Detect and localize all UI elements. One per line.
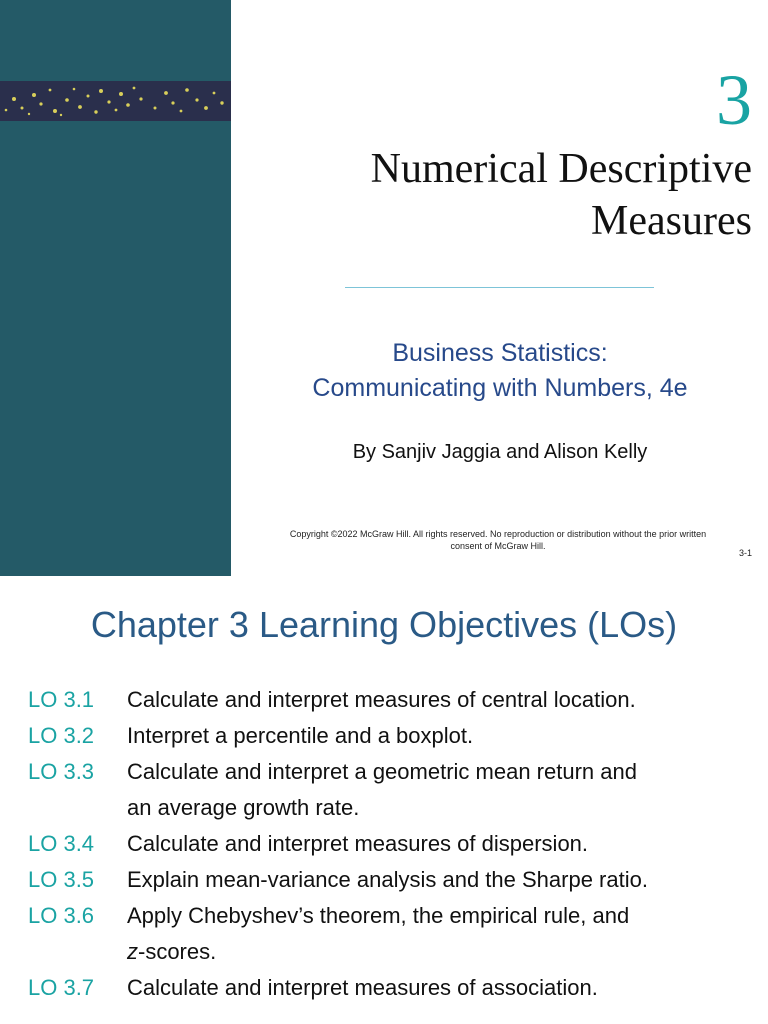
lo-text xyxy=(127,718,758,754)
z-italic: z xyxy=(127,939,138,964)
authors: By Sanjiv Jaggia and Alison Kelly xyxy=(352,441,648,463)
lo-code: LO 3.7 xyxy=(28,975,95,1000)
lo-text xyxy=(127,970,758,1006)
objectives-list xyxy=(28,682,758,1006)
lo-code: LO 3.3 xyxy=(28,759,95,784)
lo-text-line: Apply Chebyshev’s theorem, the empirical rule, and xyxy=(127,903,630,928)
lo-code: LO 3.5 xyxy=(28,867,95,892)
list-item xyxy=(28,826,758,862)
lo-code: LO 3.2 xyxy=(28,723,95,748)
title-line-2: Measures xyxy=(591,198,752,244)
list-item xyxy=(28,970,758,1006)
title-divider xyxy=(345,287,654,288)
subtitle-line-2: Communicating with Numbers, 4e xyxy=(312,374,688,402)
lo-code: LO 3.6 xyxy=(28,903,95,928)
copyright-line-1: Copyright ©2022 McGraw Hill. All rights reserved. No reproduction or distribution without the prior written xyxy=(289,529,707,539)
chapter-number: 3 xyxy=(716,60,752,140)
copyright-line-2: consent of McGraw Hill. xyxy=(450,541,546,551)
lo-text-line xyxy=(127,934,758,970)
page-number: 3-1 xyxy=(738,548,752,558)
slide-title xyxy=(252,143,752,247)
title-line-1: Numerical Descriptive xyxy=(370,146,752,192)
objectives-heading: Chapter 3 Learning Objectives (LOs) xyxy=(90,604,678,645)
lo-text-line: Explain mean-variance analysis and the Sharpe ratio. xyxy=(127,867,648,892)
lo-text xyxy=(127,682,758,718)
book-subtitle xyxy=(260,336,740,406)
lo-code: LO 3.1 xyxy=(28,687,95,712)
lo-text-suffix: -scores. xyxy=(138,939,217,964)
lo-text-line: an average growth rate. xyxy=(127,795,360,820)
list-item xyxy=(28,898,758,970)
list-item xyxy=(28,718,758,754)
lo-text xyxy=(127,826,758,862)
dotted-band xyxy=(0,81,231,121)
lo-text xyxy=(127,754,758,826)
lo-text-line: Calculate and interpret measures of central location. xyxy=(127,687,636,712)
lo-text-line: Calculate and interpret measures of dispersion. xyxy=(127,831,589,856)
lo-text xyxy=(127,898,758,970)
lo-text-line: Calculate and interpret a geometric mean return and xyxy=(127,759,637,784)
lo-code: LO 3.4 xyxy=(28,831,95,856)
learning-objectives-slide xyxy=(0,576,768,1024)
lo-text-line: Calculate and interpret measures of association. xyxy=(127,975,598,1000)
lo-text-line: Interpret a percentile and a boxplot. xyxy=(127,723,474,748)
list-item xyxy=(28,862,758,898)
copyright-notice xyxy=(248,528,748,552)
list-item xyxy=(28,754,758,826)
subtitle-line-1: Business Statistics: xyxy=(392,339,608,367)
dots-pattern xyxy=(0,81,231,121)
lo-text xyxy=(127,862,758,898)
left-decor-panel xyxy=(0,0,231,576)
list-item xyxy=(28,682,758,718)
